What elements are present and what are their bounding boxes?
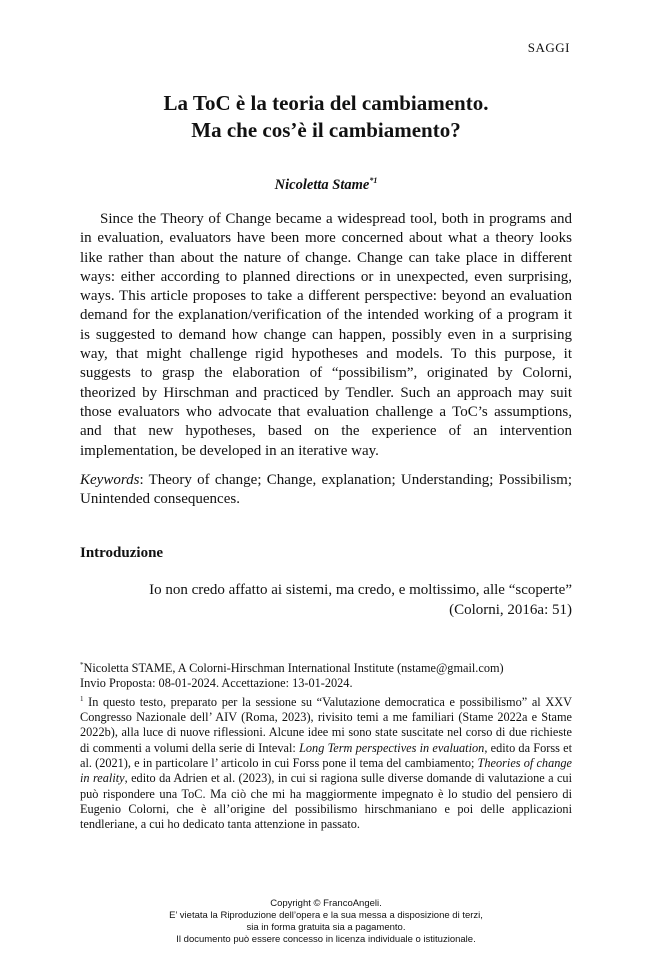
- footnote-dates: Invio Proposta: 08-01-2024. Accettazione: 13-01-2024.: [80, 676, 353, 691]
- epigraph: [80, 580, 572, 620]
- epigraph-quote: Io non credo affatto ai sistemi, ma credo, e moltissimo, alle “scoperte”: [149, 582, 572, 598]
- copyright-notice: [80, 898, 572, 946]
- article-title: [80, 90, 572, 144]
- footnote-1-mark: 1: [80, 694, 84, 703]
- footnote-1: [80, 692, 572, 833]
- footnotes: [80, 658, 572, 832]
- title-line-1: La ToC è la teoria del cambiamento.: [163, 91, 489, 115]
- author-name: Nicoletta Stame: [274, 176, 370, 193]
- footnote-1-text-b: , edito da Forss et al. (2021), e in particolare l’ articolo in cui Forss pone il tema del cambiamento;: [80, 740, 573, 770]
- copyright-line-3: sia in forma gratuita sia a pagamento.: [246, 922, 406, 933]
- keywords: [80, 471, 572, 510]
- abstract: Since the Theory of Change became a widespread tool, both in programs and in evaluation, evaluators have been more concerned about what a theory looks like rather than about the nature of change. Change can take place in different ways: either according to planned directions or in unexpected, even surprising, ways. This article proposes to take a different perspective: beyond an evaluation demand for the explanation/verification of the intended working of a program it is suggested to demand how change can happen, possibly even in a surprising way, that might challenge rigid hypotheses and models. To this purpose, it suggests to grasp the elaboration of “possibilism”, originated by Colorni, theorized by Hirschman and practiced by Tendler. Such an approach may suit those evaluators who advocate that evaluation challenge a ToC’s assumptions, and that new hypotheses, based on the experience of an intervention implementation, be developed in an iterative way.: [80, 211, 572, 459]
- affiliation-text: Nicoletta STAME, A Colorni-Hirschman International Institute (nstame@gmail.com): [83, 661, 504, 676]
- footnote-1-text-a: In questo testo, preparato per la sessione su “Valutazione democratica e possibilismo” al XXV Congresso Nazionale dell’ AIV (Roma, 2023), rivisito temi a me familiari (Stame 2022a e Stame 2022b), alla luce di nuove riflessioni. Alcune idee mi sono state suscitate nel corso di due richieste di commenti a volumi della serie di Inteval:: [80, 694, 572, 755]
- keywords-label: Keywords: [80, 472, 140, 488]
- footnote-1-book-title-1: Long Term perspectives in evaluation: [299, 740, 485, 755]
- copyright-line-2: E’ vietata la Riproduzione dell’opera e la sua messa a disposizione di terzi,: [169, 910, 483, 921]
- author-footnote-marks: *1: [369, 176, 378, 185]
- title-line-2: Ma che cos’è il cambiamento?: [191, 118, 461, 142]
- section-label: SAGGI: [527, 40, 570, 55]
- affiliation-mark: *: [80, 661, 84, 669]
- section-heading: Introduzione: [80, 545, 164, 561]
- author-byline: [80, 176, 572, 194]
- footnote-affiliation: [80, 658, 572, 676]
- copyright-line-1: Copyright © FrancoAngeli.: [270, 898, 382, 909]
- keywords-list: : Theory of change; Change, explanation; Understanding; Possibilism; Unintended consequences.: [80, 472, 572, 508]
- footnote-1-book-title-2: Theories of change in reality: [80, 755, 572, 786]
- footnote-1-text-c: , edito da Adrien et al. (2023), in cui si ragiona sulle diverse domande di valutazione a cui può rispondere una ToC. Ma ciò che mi ha maggiormente impegnato è lo studio del pensiero di Eugenio Colorni, che è all’origine del possibilismo hirschmaniano e poi delle applicazioni tendleriane, a cui ho dedicato tanta attenzione in passato.: [80, 771, 572, 832]
- epigraph-source: (Colorni, 2016a: 51): [449, 602, 572, 618]
- copyright-line-4: Il documento può essere concesso in licenza individuale o istituzionale.: [176, 934, 476, 945]
